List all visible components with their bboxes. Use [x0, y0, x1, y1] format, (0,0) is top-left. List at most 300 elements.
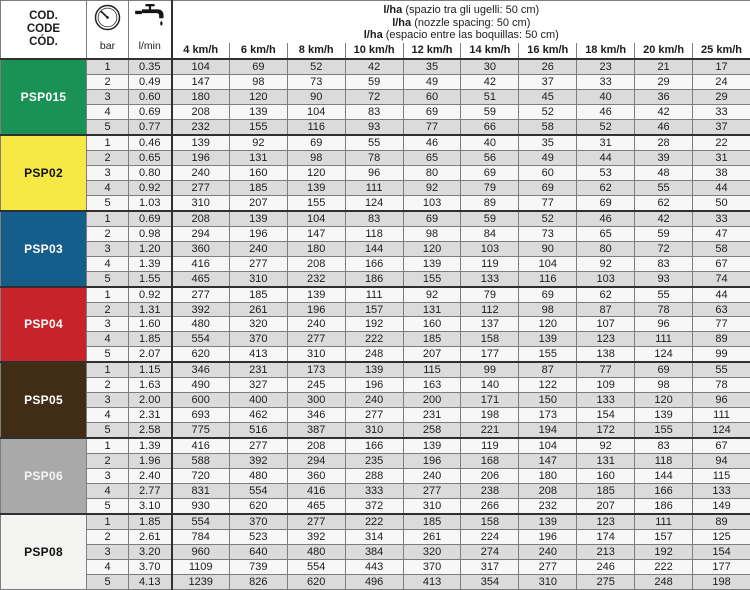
code-label-line: COD. [29, 10, 58, 22]
flow-lmin-cell: 2.77 [129, 484, 172, 499]
lha-value-cell: 196 [229, 226, 287, 241]
lha-value-cell: 413 [403, 574, 461, 589]
table-row [1, 408, 750, 423]
lha-value-cell: 235 [345, 454, 403, 469]
lha-value-cell: 171 [461, 393, 519, 408]
table-row [1, 317, 750, 332]
lha-value-cell: 26 [519, 59, 577, 75]
lha-value-cell: 47 [693, 226, 750, 241]
lha-value-cell: 89 [693, 332, 750, 347]
lha-value-cell: 294 [172, 226, 230, 241]
table-row [1, 135, 750, 151]
lha-value-cell: 72 [345, 89, 403, 104]
lha-value-cell: 59 [635, 226, 693, 241]
table-row [1, 165, 750, 180]
table-row [1, 211, 750, 227]
lha-value-cell: 155 [403, 271, 461, 287]
speed-column-header: 16 km/h [519, 42, 577, 59]
lha-value-cell: 69 [403, 104, 461, 119]
lha-value-cell: 172 [577, 423, 635, 439]
lha-value-cell: 155 [519, 347, 577, 363]
table-row [1, 89, 750, 104]
nozzle-code-cell: PSP05 [1, 362, 87, 438]
lha-value-cell: 261 [403, 530, 461, 545]
lha-value-cell: 139 [635, 408, 693, 423]
lha-value-cell: 90 [287, 89, 345, 104]
table-row [1, 574, 750, 589]
lha-value-cell: 111 [345, 180, 403, 195]
pressure-bar-cell: 2 [87, 226, 129, 241]
lha-value-cell: 275 [577, 574, 635, 589]
flow-lmin-cell: 1.20 [129, 241, 172, 256]
lha-value-cell: 98 [229, 75, 287, 90]
lha-value-cell: 163 [403, 378, 461, 393]
lha-value-cell: 119 [461, 256, 519, 271]
flow-lmin-cell: 0.49 [129, 75, 172, 90]
lha-value-cell: 44 [693, 287, 750, 303]
lha-value-cell: 238 [461, 484, 519, 499]
lha-value-cell: 59 [461, 104, 519, 119]
flow-lmin-cell: 2.58 [129, 423, 172, 439]
lha-value-cell: 173 [519, 408, 577, 423]
table-row [1, 469, 750, 484]
lha-value-cell: 213 [577, 545, 635, 560]
lha-value-cell: 55 [635, 180, 693, 195]
lha-value-cell: 92 [577, 256, 635, 271]
lha-value-cell: 144 [345, 241, 403, 256]
lha-value-cell: 42 [635, 211, 693, 227]
pressure-bar-cell: 4 [87, 559, 129, 574]
lha-value-cell: 69 [403, 211, 461, 227]
lha-value-cell: 98 [403, 226, 461, 241]
table-row [1, 347, 750, 363]
lha-value-cell: 231 [229, 362, 287, 378]
lha-value-cell: 52 [519, 104, 577, 119]
lha-value-cell: 192 [635, 545, 693, 560]
lha-value-cell: 620 [229, 499, 287, 515]
lha-value-cell: 222 [345, 332, 403, 347]
lha-value-cell: 40 [461, 135, 519, 151]
lha-value-cell: 33 [693, 104, 750, 119]
lha-value-cell: 60 [519, 165, 577, 180]
lha-value-cell: 52 [287, 59, 345, 75]
pressure-bar-cell: 5 [87, 347, 129, 363]
lha-value-cell: 139 [287, 180, 345, 195]
flow-lmin-cell: 0.77 [129, 119, 172, 135]
lha-value-cell: 196 [519, 530, 577, 545]
table-row [1, 438, 750, 454]
lha-value-cell: 42 [635, 104, 693, 119]
lha-value-cell: 222 [635, 559, 693, 574]
flow-lmin-cell: 0.65 [129, 150, 172, 165]
lha-value-cell: 92 [577, 438, 635, 454]
lha-value-cell: 554 [287, 559, 345, 574]
nozzle-code-cell: PSP06 [1, 438, 87, 514]
lha-value-cell: 99 [693, 347, 750, 363]
lha-value-cell: 115 [693, 469, 750, 484]
table-row [1, 530, 750, 545]
lha-value-cell: 370 [229, 332, 287, 347]
lha-value-cell: 139 [519, 332, 577, 347]
lha-value-cell: 78 [635, 302, 693, 317]
lha-value-cell: 103 [403, 195, 461, 211]
lha-value-cell: 194 [519, 423, 577, 439]
lha-value-cell: 207 [577, 499, 635, 515]
lha-value-cell: 155 [229, 119, 287, 135]
nozzle-code-cell: PSP03 [1, 211, 87, 287]
lha-value-cell: 60 [403, 89, 461, 104]
lha-value-cell: 200 [403, 393, 461, 408]
nozzle-code-cell: PSP08 [1, 514, 87, 589]
lha-value-cell: 56 [461, 150, 519, 165]
lha-value-cell: 120 [403, 241, 461, 256]
table-row [1, 256, 750, 271]
pressure-bar-cell: 3 [87, 89, 129, 104]
lha-value-cell: 416 [287, 484, 345, 499]
lha-value-cell: 124 [635, 347, 693, 363]
lha-value-cell: 131 [577, 454, 635, 469]
lha-value-cell: 55 [635, 287, 693, 303]
table-row [1, 302, 750, 317]
lha-value-cell: 196 [287, 302, 345, 317]
flow-lmin-cell: 0.92 [129, 287, 172, 303]
flow-lmin-cell: 2.00 [129, 393, 172, 408]
lha-value-cell: 67 [693, 438, 750, 454]
lha-value-cell: 149 [693, 499, 750, 515]
code-label-line: CÓD. [29, 36, 58, 48]
lha-value-cell: 480 [172, 317, 230, 332]
lha-value-cell: 180 [172, 89, 230, 104]
speed-column-header: 12 km/h [403, 42, 461, 59]
speed-column-header: 25 km/h [693, 42, 750, 59]
flow-lmin-cell: 1.39 [129, 256, 172, 271]
lha-value-cell: 111 [635, 332, 693, 347]
lha-value-cell: 53 [577, 165, 635, 180]
flow-lmin-cell: 2.07 [129, 347, 172, 363]
lha-value-cell: 69 [519, 180, 577, 195]
lha-value-cell: 139 [519, 514, 577, 530]
lha-value-cell: 98 [635, 378, 693, 393]
pressure-bar-cell: 5 [87, 423, 129, 439]
lha-value-cell: 73 [519, 226, 577, 241]
lha-value-cell: 416 [172, 438, 230, 454]
lha-value-cell: 147 [519, 454, 577, 469]
lha-value-cell: 131 [403, 302, 461, 317]
pressure-bar-cell: 5 [87, 119, 129, 135]
pressure-bar-cell: 1 [87, 59, 129, 75]
lha-value-cell: 274 [461, 545, 519, 560]
lha-value-cell: 42 [345, 59, 403, 75]
flow-lmin-cell: 1.15 [129, 362, 172, 378]
lha-value-cell: 496 [345, 574, 403, 589]
lha-value-cell: 222 [345, 514, 403, 530]
lha-value-cell: 31 [693, 150, 750, 165]
lha-value-cell: 138 [577, 347, 635, 363]
lha-value-cell: 35 [519, 135, 577, 151]
lha-value-cell: 198 [461, 408, 519, 423]
lha-value-cell: 77 [693, 317, 750, 332]
lha-value-cell: 77 [519, 195, 577, 211]
flow-lmin-cell: 0.35 [129, 59, 172, 75]
lha-value-cell: 69 [577, 195, 635, 211]
lha-value-cell: 248 [635, 574, 693, 589]
lha-value-cell: 443 [345, 559, 403, 574]
pressure-bar-cell: 2 [87, 454, 129, 469]
lha-value-cell: 317 [461, 559, 519, 574]
lha-value-cell: 122 [519, 378, 577, 393]
lha-value-cell: 158 [461, 332, 519, 347]
lha-value-cell: 826 [229, 574, 287, 589]
pressure-bar-cell: 1 [87, 287, 129, 303]
table-row [1, 271, 750, 287]
lha-note-it: l/ha (spazio tra gli ugelli: 50 cm) [383, 4, 540, 16]
lha-value-cell: 83 [635, 438, 693, 454]
flow-lmin-cell: 1.96 [129, 454, 172, 469]
lha-value-cell: 185 [403, 514, 461, 530]
lha-value-cell: 784 [172, 530, 230, 545]
lha-value-cell: 258 [403, 423, 461, 439]
lha-value-cell: 103 [577, 271, 635, 287]
lha-value-cell: 173 [287, 362, 345, 378]
flow-lmin-cell: 1.85 [129, 514, 172, 530]
lha-value-cell: 166 [345, 438, 403, 454]
lha-value-cell: 40 [577, 89, 635, 104]
table-row [1, 378, 750, 393]
lha-value-cell: 22 [693, 135, 750, 151]
lha-value-cell: 208 [287, 438, 345, 454]
lha-value-cell: 310 [519, 574, 577, 589]
lha-value-cell: 240 [172, 165, 230, 180]
lha-value-cell: 739 [229, 559, 287, 574]
lha-value-cell: 46 [577, 104, 635, 119]
lha-value-cell: 196 [345, 378, 403, 393]
lha-value-cell: 400 [229, 393, 287, 408]
lha-value-cell: 83 [345, 104, 403, 119]
lha-value-cell: 160 [229, 165, 287, 180]
lha-value-cell: 139 [172, 135, 230, 151]
lha-value-cell: 174 [577, 530, 635, 545]
lha-value-cell: 240 [345, 393, 403, 408]
lha-value-cell: 416 [172, 256, 230, 271]
lha-value-cell: 320 [229, 317, 287, 332]
lha-value-cell: 52 [577, 119, 635, 135]
lha-value-cell: 588 [172, 454, 230, 469]
lha-value-cell: 46 [577, 211, 635, 227]
lha-value-cell: 314 [345, 530, 403, 545]
lha-value-cell: 96 [635, 317, 693, 332]
lha-value-cell: 196 [172, 150, 230, 165]
lha-value-cell: 123 [577, 332, 635, 347]
table-row [1, 545, 750, 560]
lha-value-cell: 392 [287, 530, 345, 545]
lha-value-cell: 48 [635, 165, 693, 180]
flow-lmin-cell: 1.60 [129, 317, 172, 332]
flow-lmin-cell: 4.13 [129, 574, 172, 589]
lha-value-cell: 186 [345, 271, 403, 287]
table-row [1, 393, 750, 408]
flow-lmin-cell: 0.46 [129, 135, 172, 151]
lha-value-cell: 69 [229, 59, 287, 75]
lha-value-cell: 31 [577, 135, 635, 151]
pressure-bar-cell: 4 [87, 256, 129, 271]
speed-column-header: 20 km/h [635, 42, 693, 59]
table-row [1, 226, 750, 241]
lha-value-cell: 92 [403, 287, 461, 303]
lha-value-cell: 413 [229, 347, 287, 363]
lha-value-cell: 154 [577, 408, 635, 423]
lha-value-cell: 74 [693, 271, 750, 287]
lha-value-cell: 73 [287, 75, 345, 90]
lha-value-cell: 155 [287, 195, 345, 211]
lha-value-cell: 115 [403, 362, 461, 378]
pressure-bar-cell: 3 [87, 241, 129, 256]
lha-value-cell: 185 [229, 287, 287, 303]
lha-value-cell: 17 [693, 59, 750, 75]
lha-value-cell: 147 [172, 75, 230, 90]
lha-value-cell: 123 [577, 514, 635, 530]
lha-value-cell: 58 [693, 241, 750, 256]
water-tap-icon [135, 4, 165, 27]
flow-unit-label: l/min [138, 40, 161, 52]
lha-value-cell: 46 [403, 135, 461, 151]
lha-value-cell: 62 [635, 195, 693, 211]
lha-value-cell: 620 [172, 347, 230, 363]
lha-value-cell: 640 [229, 545, 287, 560]
lha-value-cell: 35 [403, 59, 461, 75]
code-label-line: CODE [26, 23, 61, 35]
lha-value-cell: 116 [287, 119, 345, 135]
pressure-bar-cell: 1 [87, 514, 129, 530]
lha-value-cell: 89 [693, 514, 750, 530]
lha-value-cell: 33 [577, 75, 635, 90]
lha-value-cell: 155 [635, 423, 693, 439]
lha-value-cell: 104 [287, 211, 345, 227]
lha-value-cell: 137 [461, 317, 519, 332]
lha-value-cell: 63 [693, 302, 750, 317]
lha-value-cell: 33 [693, 211, 750, 227]
flow-lmin-cell: 2.61 [129, 530, 172, 545]
lha-value-cell: 775 [172, 423, 230, 439]
pressure-bar-cell: 4 [87, 332, 129, 347]
lha-value-cell: 300 [287, 393, 345, 408]
lha-value-cell: 65 [403, 150, 461, 165]
flow-lmin-cell: 1.39 [129, 438, 172, 454]
flow-lmin-cell: 0.92 [129, 180, 172, 195]
lha-value-cell: 44 [693, 180, 750, 195]
table-row [1, 195, 750, 211]
lha-value-cell: 144 [635, 469, 693, 484]
table-row [1, 150, 750, 165]
lha-value-cell: 620 [287, 574, 345, 589]
flow-lmin-cell: 0.98 [129, 226, 172, 241]
lha-value-cell: 69 [461, 165, 519, 180]
table-row [1, 484, 750, 499]
lha-value-cell: 208 [519, 484, 577, 499]
lha-value-cell: 310 [345, 423, 403, 439]
lha-value-cell: 310 [403, 499, 461, 515]
speed-column-header: 4 km/h [172, 42, 230, 59]
lha-value-cell: 98 [287, 150, 345, 165]
code-column-header [1, 1, 87, 60]
lha-value-cell: 139 [345, 362, 403, 378]
lha-value-cell: 67 [693, 256, 750, 271]
lha-value-cell: 93 [345, 119, 403, 135]
lha-value-cell: 66 [461, 119, 519, 135]
lha-value-cell: 140 [461, 378, 519, 393]
lha-value-cell: 554 [172, 514, 230, 530]
lha-value-cell: 930 [172, 499, 230, 515]
lha-value-cell: 98 [519, 302, 577, 317]
lha-value-cell: 231 [403, 408, 461, 423]
lha-value-cell: 79 [461, 180, 519, 195]
lha-value-cell: 372 [345, 499, 403, 515]
pressure-bar-cell: 2 [87, 150, 129, 165]
lha-value-cell: 1239 [172, 574, 230, 589]
table-row [1, 499, 750, 515]
lha-value-cell: 65 [577, 226, 635, 241]
lha-value-cell: 39 [635, 150, 693, 165]
lha-value-cell: 59 [461, 211, 519, 227]
lha-value-cell: 124 [345, 195, 403, 211]
lha-value-cell: 490 [172, 378, 230, 393]
table-row [1, 104, 750, 119]
table-row [1, 423, 750, 439]
lha-value-cell: 248 [345, 347, 403, 363]
lha-value-cell: 261 [229, 302, 287, 317]
lha-value-cell: 62 [577, 180, 635, 195]
lha-value-cell: 554 [172, 332, 230, 347]
lha-value-cell: 84 [461, 226, 519, 241]
lha-value-cell: 59 [345, 75, 403, 90]
lha-value-cell: 157 [635, 530, 693, 545]
lha-value-cell: 77 [577, 362, 635, 378]
flow-lmin-cell: 2.31 [129, 408, 172, 423]
flow-lmin-cell: 3.70 [129, 559, 172, 574]
lha-value-cell: 600 [172, 393, 230, 408]
lha-value-cell: 118 [345, 226, 403, 241]
lha-value-cell: 29 [635, 75, 693, 90]
lha-value-cell: 168 [461, 454, 519, 469]
lha-value-cell: 392 [229, 454, 287, 469]
pressure-bar-cell: 3 [87, 393, 129, 408]
lha-value-cell: 131 [229, 150, 287, 165]
lha-value-cell: 147 [287, 226, 345, 241]
lha-value-cell: 104 [519, 256, 577, 271]
pressure-bar-cell: 3 [87, 317, 129, 332]
lha-value-cell: 192 [345, 317, 403, 332]
lha-value-cell: 133 [577, 393, 635, 408]
table-row [1, 287, 750, 303]
lha-value-cell: 346 [172, 362, 230, 378]
lha-value-cell: 125 [693, 530, 750, 545]
lha-value-cell: 52 [519, 211, 577, 227]
lha-value-cell: 180 [287, 241, 345, 256]
lha-value-cell: 277 [287, 514, 345, 530]
lha-value-cell: 277 [172, 287, 230, 303]
flow-lmin-cell: 0.69 [129, 104, 172, 119]
flow-lmin-cell: 0.80 [129, 165, 172, 180]
lha-value-cell: 120 [287, 165, 345, 180]
speed-column-header: 18 km/h [577, 42, 635, 59]
lha-value-cell: 139 [229, 211, 287, 227]
lha-value-cell: 177 [461, 347, 519, 363]
lha-value-cell: 277 [287, 332, 345, 347]
lha-value-cell: 196 [403, 454, 461, 469]
pressure-bar-cell: 5 [87, 195, 129, 211]
lha-value-cell: 480 [287, 545, 345, 560]
lha-value-cell: 384 [345, 545, 403, 560]
lha-value-cell: 465 [172, 271, 230, 287]
